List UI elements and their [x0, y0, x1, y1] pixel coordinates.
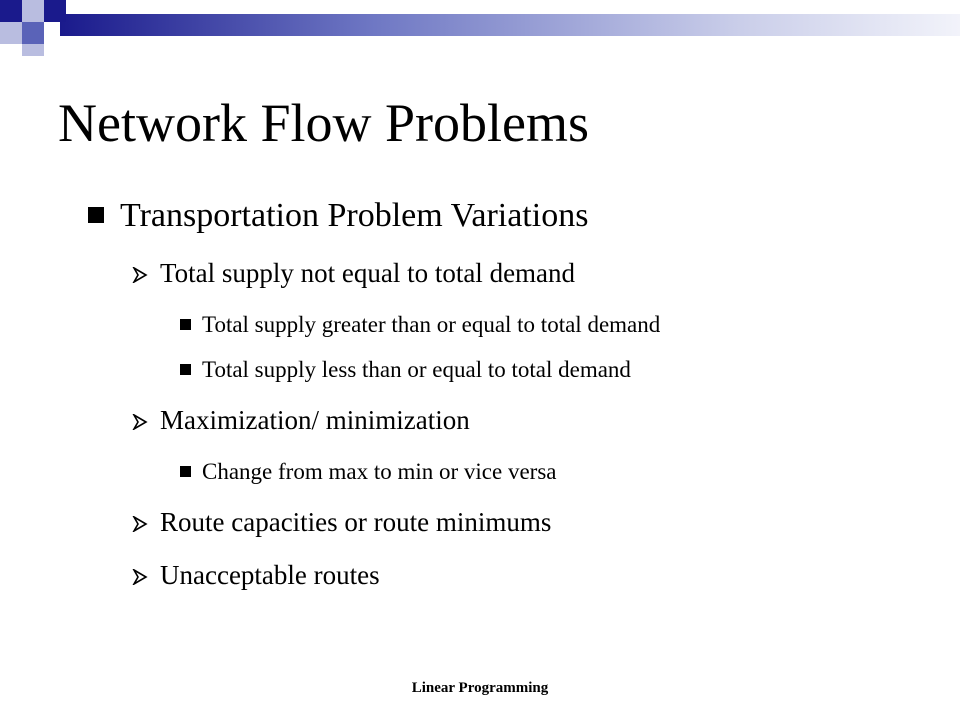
square-bullet-icon [88, 207, 104, 223]
corner-squares-decoration [0, 0, 80, 56]
small-square-bullet-icon [180, 364, 191, 375]
bullet-sub1 [132, 256, 575, 293]
bullet-sub2 [132, 403, 470, 440]
slide-footer: Linear Programming [411, 680, 549, 696]
bullet-sub4 [132, 558, 380, 595]
bullet-sub2-a [180, 457, 556, 487]
arrow-bullet-icon [132, 559, 148, 593]
bullet-sub1-b-text: Total supply less than or equal to total demand [202, 357, 631, 382]
header-gradient-band [0, 14, 960, 36]
small-square-bullet-icon [180, 319, 191, 330]
arrow-bullet-icon [132, 506, 148, 540]
arrow-bullet-icon [132, 404, 148, 438]
bullet-sub3 [132, 505, 551, 542]
bullet-sub2-text: Maximization/ minimization [160, 405, 470, 435]
bullet-sub1-text: Total supply not equal to total demand [160, 258, 576, 288]
bullet-main [88, 196, 588, 236]
bullet-sub2-a-text: Change from max to min or vice versa [202, 459, 557, 484]
arrow-bullet-icon [132, 257, 148, 291]
bullet-main-text: Transportation Problem Variations [120, 197, 589, 234]
bullet-sub1-a-text: Total supply greater than or equal to total demand [202, 312, 661, 337]
bullet-sub4-text: Unacceptable routes [160, 560, 380, 590]
bullet-sub3-text: Route capacities or route minimums [160, 507, 552, 537]
bullet-sub1-b [180, 355, 631, 385]
slide-title: Network Flow Problems [58, 93, 589, 153]
bullet-sub1-a [180, 310, 660, 340]
small-square-bullet-icon [180, 466, 191, 477]
